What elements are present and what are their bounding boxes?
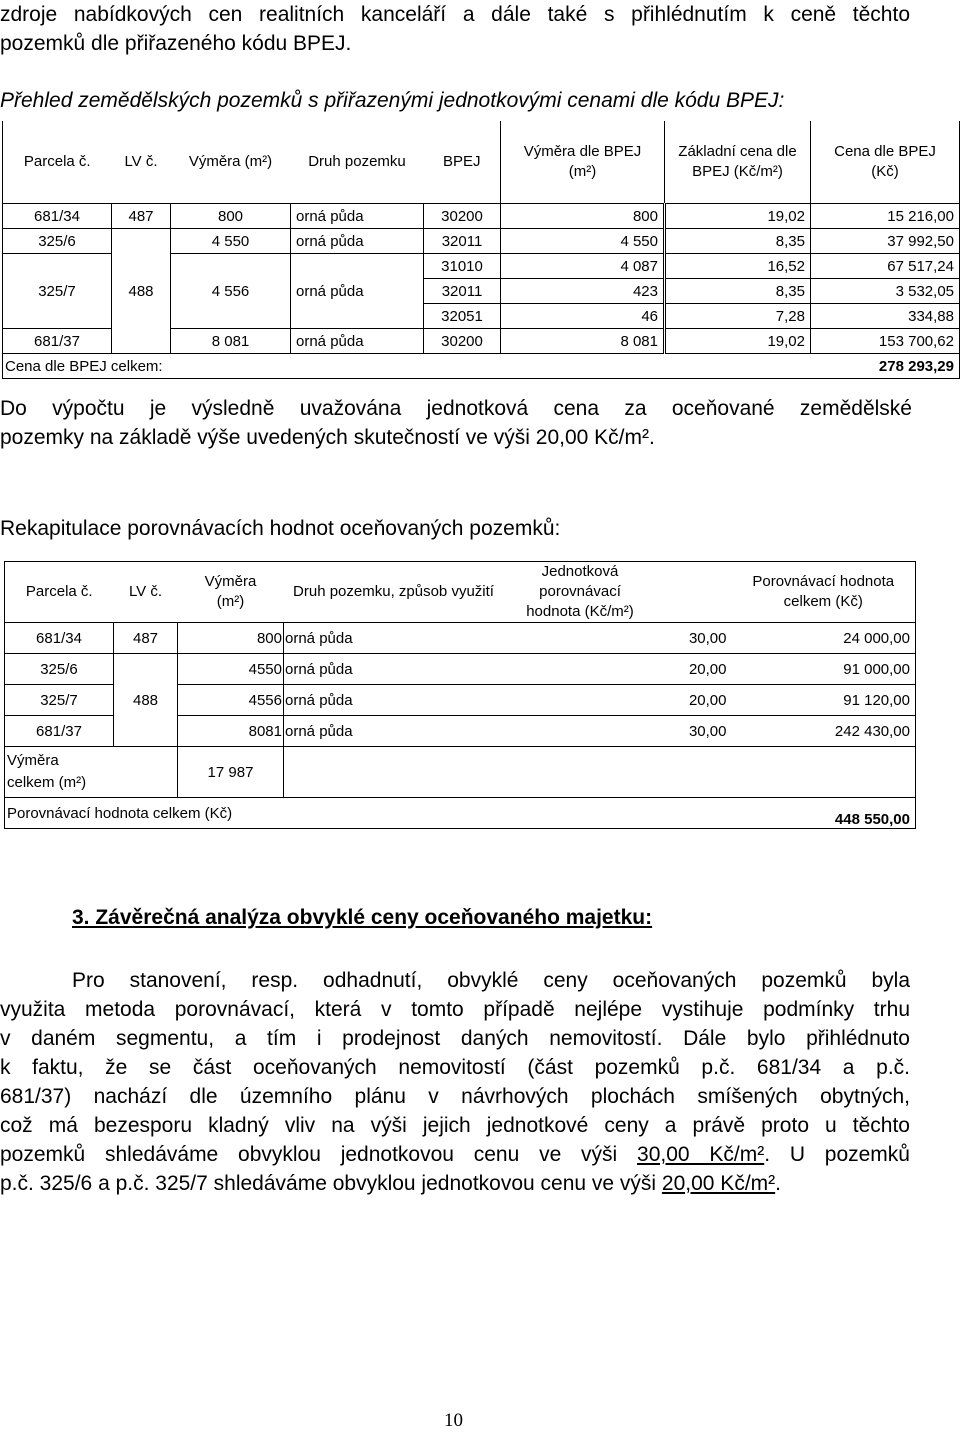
- th-cena: [811, 121, 960, 204]
- cell-parcela: 325/7: [5, 685, 114, 716]
- cell-bpej: 31010: [424, 254, 501, 279]
- cell-druh: orná půda: [291, 254, 424, 329]
- cell-vymera-bpej: 8 081: [501, 329, 665, 354]
- empty-cell: [284, 798, 732, 829]
- para2-line-5: 681/37) nachází dle územního plánu v návrhových plochách smíšených obytných,: [0, 1085, 910, 1108]
- cell-zakladni: 7,28: [665, 304, 811, 329]
- th2-parcela: Parcela č.: [25, 583, 93, 600]
- th2-jedn-c: hodnota (Kč/m²): [526, 603, 634, 620]
- cell-cena: 153 700,62: [811, 329, 960, 354]
- para2-line-8-a: p.č. 325/6 a p.č. 325/7 shledáváme obvyklou jednotkovou cenu ve výši: [0, 1172, 662, 1195]
- th-zakladni-a: Základní cena dle: [678, 143, 797, 160]
- cell-druh: orná půda: [291, 204, 424, 229]
- th2-jedn-b: porovnávací: [539, 583, 621, 600]
- cell-druh: orná půda: [284, 716, 504, 747]
- table1-title: Přehled zemědělských pozemků s přiřazenými jednotkovými cenami dle kódu BPEJ:: [0, 89, 785, 112]
- cell-vymera-bpej: 46: [501, 304, 665, 329]
- cell-vymera-bpej: 4 087: [501, 254, 665, 279]
- th-vymera-bpej-a: Výměra dle BPEJ: [523, 143, 642, 160]
- th2-lv: LV č.: [128, 583, 163, 600]
- cell-druh: orná půda: [291, 329, 424, 354]
- th-vymera-bpej-b: (m²): [568, 163, 597, 180]
- price-20: 20,00 Kč/m²: [661, 1172, 776, 1195]
- cell-vymera: 800: [178, 623, 284, 654]
- table2-total-row: [5, 798, 916, 829]
- cell-parcela: 681/37: [5, 716, 114, 747]
- cell-cena: 37 992,50: [811, 229, 960, 254]
- th2-porov-a: Porovnávací hodnota: [752, 573, 895, 590]
- cell-porov: 91 000,00: [732, 654, 916, 685]
- cell-zakladni: 8,35: [665, 229, 811, 254]
- cell-druh: orná půda: [284, 654, 504, 685]
- vymera-celkem-label: [5, 747, 178, 798]
- cell-lv: 487: [114, 623, 178, 654]
- cell-lv: 487: [112, 204, 171, 229]
- cell-vymera-bpej: 800: [501, 204, 665, 229]
- th2-porov-b: celkem (Kč): [783, 593, 863, 610]
- table1-total-row: [3, 354, 960, 379]
- cell-bpej: 32011: [424, 279, 501, 304]
- table2-total-label: Porovnávací hodnota celkem (Kč): [5, 798, 284, 829]
- cell-cena: 3 532,05: [811, 279, 960, 304]
- cell-vymera: 8081: [178, 716, 284, 747]
- table2-total-value: 448 550,00: [732, 798, 916, 829]
- th2-vymera: [178, 562, 284, 623]
- cell-cena: 334,88: [811, 304, 960, 329]
- total-label: Cena dle BPEJ celkem:: [3, 354, 811, 379]
- vymera-celkem-label-a: Výměra: [7, 752, 59, 769]
- table-row: [5, 654, 916, 685]
- th-zakladni: [665, 121, 811, 204]
- cell-zakladni: 16,52: [665, 254, 811, 279]
- th-bpej: BPEJ: [442, 153, 481, 170]
- cell-vymera: 8 081: [171, 329, 291, 354]
- cell-jedn: 20,00: [504, 654, 732, 685]
- para2: [0, 966, 910, 1198]
- cell-porov: 242 430,00: [732, 716, 916, 747]
- cell-parcela: 325/6: [3, 229, 112, 254]
- th-vymera: Výměra (m²): [188, 153, 273, 170]
- cell-druh: orná půda: [284, 623, 504, 654]
- cell-parcela: 681/37: [3, 329, 112, 354]
- empty-cell: [284, 747, 916, 798]
- table-row: [3, 229, 960, 254]
- para2-line-2: využita metoda porovnávací, která v tomto případě nejlépe vystihuje podmínky trhu: [0, 998, 910, 1021]
- th2-vymera-b: (m²): [216, 593, 245, 610]
- cell-parcela: 681/34: [5, 623, 114, 654]
- cell-vymera-bpej: 423: [501, 279, 665, 304]
- cell-vymera: 4550: [178, 654, 284, 685]
- cell-vymera: 800: [171, 204, 291, 229]
- vymera-celkem-label-b: celkem (m²): [7, 774, 87, 791]
- intro-line-1: zdroje nabídkových cen realitních kanceláří a dále také s přihlédnutím k ceně těchto: [0, 3, 910, 26]
- cell-bpej: 32051: [424, 304, 501, 329]
- para1-line-1: Do výpočtu je výsledně uvažována jednotková cena za oceňované zemědělské: [0, 397, 912, 420]
- th2-druh: Druh pozemku, způsob využití: [293, 583, 494, 600]
- cell-cena: 15 216,00: [811, 204, 960, 229]
- cell-bpej: 30200: [424, 204, 501, 229]
- th-vymera-bpej: [501, 121, 665, 204]
- section3-title: 3. Závěrečná analýza obvyklé ceny oceňovaného majetku:: [72, 906, 653, 929]
- rekap-table: [4, 561, 916, 829]
- para2-line-7-a: pozemků shledáváme obvyklou jednotkovou cenu ve výši: [0, 1143, 638, 1166]
- cell-parcela: 681/34: [3, 204, 112, 229]
- table-row: [3, 204, 960, 229]
- para1-line-2: pozemky na základě výše uvedených skutečností ve výši 20,00 Kč/m².: [0, 426, 655, 449]
- th2-jedn-a: Jednotková: [541, 563, 619, 580]
- intro-paragraph: [0, 0, 910, 58]
- total-value: 278 293,29: [811, 354, 960, 379]
- para2-line-8-b: .: [775, 1172, 781, 1195]
- para2-line-8: [0, 1169, 910, 1198]
- cell-jedn: 20,00: [504, 685, 732, 716]
- cell-bpej: 30200: [424, 329, 501, 354]
- intro-line-2: pozemků dle přiřazeného kódu BPEJ.: [0, 32, 352, 55]
- th-parcela: Parcela č.: [3, 121, 112, 204]
- cell-zakladni: 19,02: [665, 329, 811, 354]
- table-row: [5, 623, 916, 654]
- para2-line-7: [0, 1140, 910, 1169]
- th-cena-b: (Kč): [871, 163, 899, 180]
- para2-line-6: což má bezesporu kladný vliv na výši jejich jednotkové ceny a právě proto u těchto: [0, 1114, 910, 1137]
- cell-vymera: 4556: [178, 685, 284, 716]
- para2-line-3: v daném segmentu, a tím i prodejnost daných nemovitostí. Dále bylo přihlédnuto: [0, 1027, 910, 1050]
- cell-parcela: 325/6: [5, 654, 114, 685]
- th2-jedn: [504, 562, 732, 623]
- cell-vymera: 4 556: [171, 254, 291, 329]
- cell-jedn: 30,00: [504, 623, 732, 654]
- cell-lv-merged: 488: [112, 229, 171, 354]
- para1: [0, 394, 912, 452]
- price-30: 30,00 Kč/m²: [637, 1143, 765, 1166]
- para2-line-1: Pro stanovení, resp. odhadnutí, obvyklé ceny oceňovaných pozemků byla: [72, 969, 910, 992]
- cell-druh: orná půda: [284, 685, 504, 716]
- cell-vymera-bpej: 4 550: [501, 229, 665, 254]
- page-number: 10: [444, 1410, 463, 1431]
- cell-porov: 24 000,00: [732, 623, 916, 654]
- cell-zakladni: 19,02: [665, 204, 811, 229]
- cell-lv-merged: 488: [114, 654, 178, 747]
- cell-zakladni: 8,35: [665, 279, 811, 304]
- vymera-celkem-row: [5, 747, 916, 798]
- cell-parcela: 325/7: [3, 254, 112, 329]
- cell-vymera: 4 550: [171, 229, 291, 254]
- th-druh: Druh pozemku: [308, 153, 406, 170]
- th-lv: LV č.: [124, 153, 158, 170]
- vymera-celkem-value: 17 987: [178, 747, 284, 798]
- para2-line-4: k faktu, že se část oceňovaných nemovitostí (část pozemků p.č. 681/34 a p.č.: [0, 1056, 910, 1079]
- th-zakladni-b: BPEJ (Kč/m²): [692, 163, 783, 180]
- cell-porov: 91 120,00: [732, 685, 916, 716]
- cell-jedn: 30,00: [504, 716, 732, 747]
- para2-line-7-b: . U pozemků: [764, 1143, 910, 1166]
- th2-vymera-a: Výměra: [204, 573, 257, 590]
- cell-druh: orná půda: [291, 229, 424, 254]
- cell-cena: 67 517,24: [811, 254, 960, 279]
- th-cena-a: Cena dle BPEJ: [834, 143, 936, 160]
- cell-bpej: 32011: [424, 229, 501, 254]
- bpej-table: [2, 121, 960, 379]
- rekap-title: Rekapitulace porovnávacích hodnot oceňovaných pozemků:: [0, 517, 561, 540]
- th2-porov: [732, 562, 916, 623]
